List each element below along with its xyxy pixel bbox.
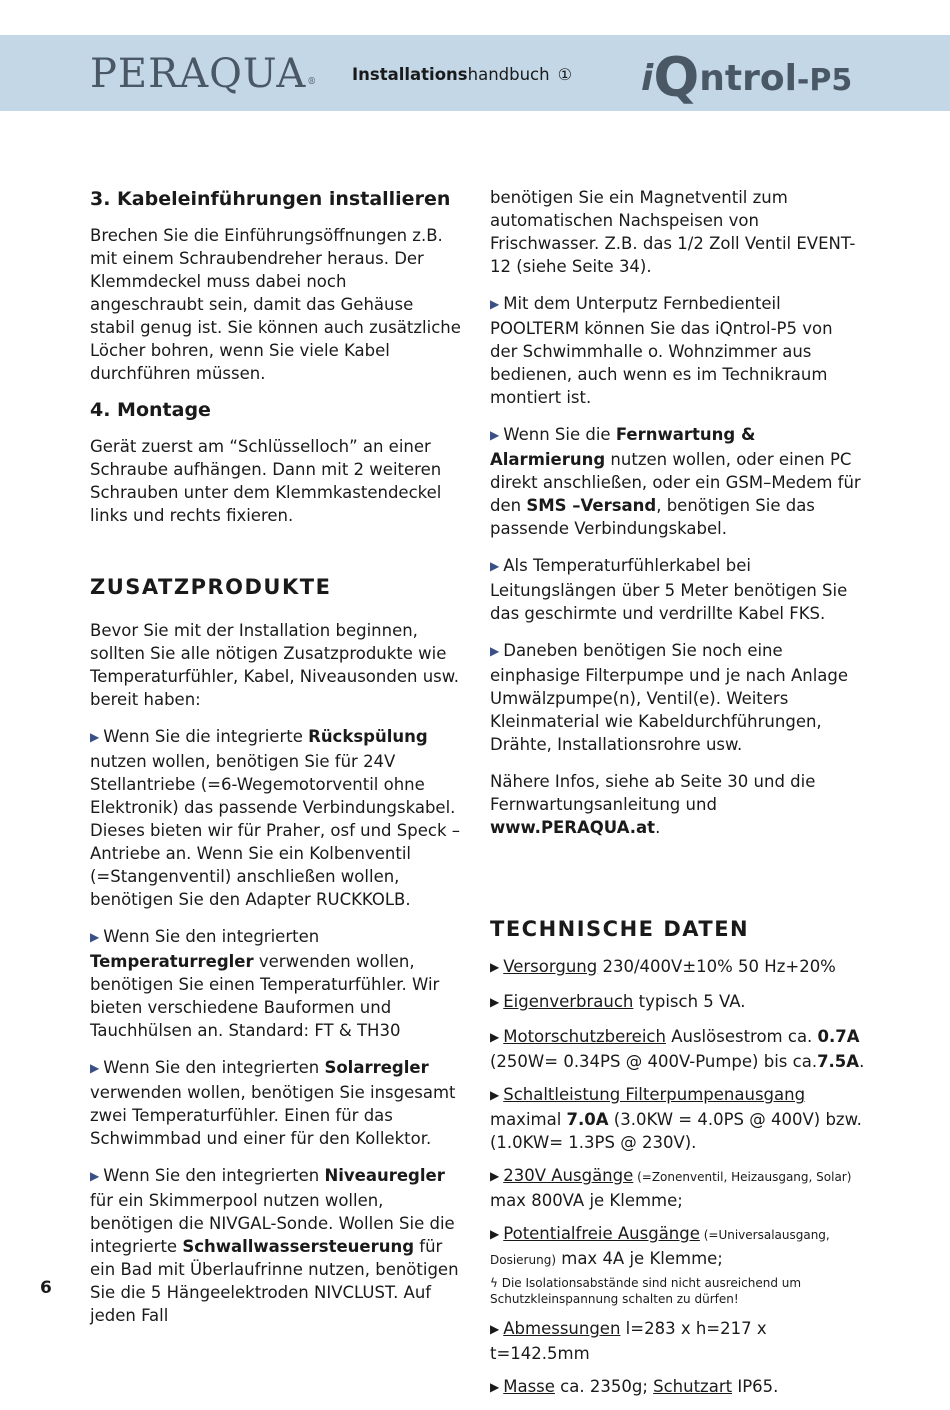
text: verwenden wollen, benötigen Sie einen Temperaturfühler. Wir bieten verschiedene Bauformen und Tauchhülsen an. Standard: FT & TH30 bbox=[90, 952, 440, 1040]
section-4-text: Gerät zuerst am “Schlüsselloch” an einer Schraube aufhängen. Dann mit 2 weiteren Schrauben unter dem Klemmkastendeckel links und rechts fixieren. bbox=[90, 437, 442, 525]
product-i: i bbox=[641, 58, 654, 99]
handbook-number: ① bbox=[557, 65, 572, 84]
bullet-arrow-icon: ▶ bbox=[490, 1227, 500, 1241]
bullet-poolterm bbox=[490, 292, 865, 409]
page-header bbox=[0, 35, 950, 111]
right-column bbox=[490, 186, 865, 1410]
bullet-rueckspuelung bbox=[90, 725, 462, 911]
bullet-arrow-icon: ▶ bbox=[490, 644, 500, 658]
technische-daten-title: TECHNISCHE DATEN bbox=[490, 917, 750, 941]
product-logo bbox=[641, 46, 853, 109]
bullet-arrow-icon: ▶ bbox=[490, 960, 500, 974]
product-suffix: -P5 bbox=[796, 63, 853, 98]
spec-value-bold: 7.0A bbox=[566, 1110, 609, 1129]
bullet-arrow-icon: ▶ bbox=[490, 559, 500, 573]
spec-value: Auslösestrom ca. bbox=[665, 1027, 818, 1046]
spec-note: (=Zonenventil, Heizausgang, Solar) bbox=[633, 1170, 852, 1184]
bullet-temperaturregler bbox=[90, 925, 462, 1042]
left-column bbox=[90, 186, 462, 1339]
bullet-arrow-icon: ▶ bbox=[490, 428, 500, 442]
bold-term: Fernwartung & Alarmierung bbox=[490, 425, 756, 469]
bullet-arrow-icon: ▶ bbox=[490, 1030, 500, 1044]
text: für ein Skimmerpool nutzen wollen, benötigen die NIVGAL-Sonde. Wollen Sie die integrierte bbox=[90, 1191, 455, 1256]
spec-value-bold: 0.7A bbox=[817, 1027, 860, 1046]
spec-masse bbox=[490, 1375, 865, 1400]
text: verwenden wollen, benötigen Sie insgesamt zwei Temperaturfühler. Einen für das Schwimmbad und einer für den Kollektor. bbox=[90, 1083, 456, 1148]
text: Daneben benötigen Sie noch eine einphasige Filterpumpe und je nach Anlage Umwälzpumpe(n), Ventil(e). Weiters Kleinmaterial wie Kabeldurchführungen, Drähte, Installationsrohre usw. bbox=[490, 641, 849, 754]
text: nutzen wollen, benötigen Sie für 24V Stellantriebe (=6-Wegemotorventil ohne Elektronik) das passende Verbindungskabel. Dieses bieten wir für Praher, osf und Speck – Antriebe an. Wenn Sie ein Kolbenventil (=Stangenventil) anschließen wollen, benötigen Sie den Adapter RUCKKOLB. bbox=[90, 752, 461, 909]
spec-value: . bbox=[859, 1052, 865, 1071]
text: nutzen wollen, oder einen PC direkt anschließen, oder ein GSM–Medem für den bbox=[490, 450, 861, 515]
section-4-title: 4. Montage bbox=[90, 399, 211, 421]
bullet-arrow-icon: ▶ bbox=[490, 297, 500, 311]
text: Als Temperaturfühlerkabel bei Leitungslängen über 5 Meter benötigen Sie das geschirmte und verdrillte Kabel FKS. bbox=[490, 556, 848, 623]
spec-value-bold: 7.5A bbox=[817, 1052, 860, 1071]
bold-term: Niveauregler bbox=[324, 1166, 445, 1185]
text: Nähere Infos, siehe ab Seite 30 und die Fernwartungsanleitung und bbox=[490, 772, 816, 814]
spec-note: (=Universalausgang, Dosierung) bbox=[490, 1228, 830, 1267]
spec-value: (3.0KW = 4.0PS @ 400V) bzw. (1.0KW= 1.3PS @ 230V). bbox=[490, 1110, 862, 1152]
spec-schaltleistung bbox=[490, 1083, 865, 1154]
spec-value: ca. 2350g; bbox=[554, 1377, 654, 1396]
section-3-title: 3. Kabeleinführungen installieren bbox=[90, 188, 451, 210]
spec-label: 230V Ausgänge bbox=[503, 1166, 634, 1185]
spec-versorgung bbox=[490, 955, 865, 980]
handbook-title bbox=[352, 65, 572, 84]
spec-value: l=283 x h=217 x t=142.5mm bbox=[490, 1319, 767, 1363]
text: für ein Bad mit Überlaufrinne nutzen, benötigen Sie die 5 Hängeelektroden NIVCLUST. Auf jeden Fall bbox=[90, 1237, 459, 1325]
bullet-arrow-icon: ▶ bbox=[90, 1169, 100, 1183]
spec-label: Abmessungen bbox=[503, 1319, 621, 1338]
text: Wenn Sie den integrierten bbox=[103, 1058, 325, 1077]
page-number: 6 bbox=[40, 1278, 52, 1298]
spec-label: Versorgung bbox=[503, 957, 598, 976]
spec-label: Schutzart bbox=[653, 1377, 733, 1396]
spec-motorschutz bbox=[490, 1025, 865, 1073]
text: Wenn Sie den integrierten bbox=[103, 927, 320, 946]
bullet-arrow-icon: ▶ bbox=[490, 1322, 500, 1336]
spec-value: typisch 5 VA. bbox=[633, 992, 746, 1011]
text: . bbox=[655, 818, 661, 837]
bold-term: Rückspülung bbox=[308, 727, 428, 746]
text: Wenn Sie die integrierte bbox=[103, 727, 309, 746]
product-q: Q bbox=[653, 46, 700, 109]
spec-eigenverbrauch bbox=[490, 990, 865, 1015]
spec-value: 230/400V±10% 50 Hz+20% bbox=[597, 957, 836, 976]
isolation-warning: ϟ Die Isolationsabstände sind nicht ausreichend um Schutzkleinspannung schalten zu dürfen! bbox=[490, 1276, 802, 1306]
bold-term: Solarregler bbox=[324, 1058, 429, 1077]
text: Wenn Sie den integrierten bbox=[103, 1166, 325, 1185]
bold-term: SMS –Versand bbox=[526, 496, 657, 515]
bullet-filterpumpe bbox=[490, 639, 865, 756]
zusatzprodukte-intro: Bevor Sie mit der Installation beginnen, sollten Sie alle nötigen Zusatzprodukte wie Temperaturfühler, Kabel, Niveausonden usw. bereit haben: bbox=[90, 621, 459, 709]
bullet-arrow-icon: ▶ bbox=[90, 730, 100, 744]
bullet-fks bbox=[490, 554, 865, 625]
text: Wenn Sie die bbox=[503, 425, 616, 444]
bullet-arrow-icon: ▶ bbox=[90, 1061, 100, 1075]
spec-value: max 4A je Klemme; bbox=[556, 1249, 723, 1268]
spec-label: Schaltleistung Filterpumpenausgang bbox=[503, 1085, 806, 1104]
text: Mit dem Unterputz Fernbedienteil POOLTERM können Sie das iQntrol-P5 von der Schwimmhalle o. Wohnzimmer aus bedienen, auch wenn es im Technikraum montiert ist. bbox=[490, 294, 833, 407]
handbook-title-bold: Installations bbox=[352, 65, 468, 84]
spec-230v-ausgaenge bbox=[490, 1164, 865, 1212]
spec-value: max 800VA je Klemme; bbox=[490, 1191, 683, 1210]
website-link-text: www.PERAQUA.at bbox=[490, 818, 656, 837]
bold-term: Temperaturregler bbox=[90, 952, 254, 971]
spec-potentialfreie-ausgaenge bbox=[490, 1222, 865, 1307]
spec-value: (250W= 0.34PS @ 400V-Pumpe) bis ca. bbox=[490, 1052, 818, 1071]
bullet-arrow-icon: ▶ bbox=[490, 1088, 500, 1102]
zusatzprodukte-title: ZUSATZPRODUKTE bbox=[90, 575, 332, 599]
bullet-arrow-icon: ▶ bbox=[490, 995, 500, 1009]
bullet-arrow-icon: ▶ bbox=[490, 1169, 500, 1183]
spec-label: Masse bbox=[503, 1377, 555, 1396]
continuation-text: benötigen Sie ein Magnetventil zum automatischen Nachspeisen von Frischwasser. Z.B. das 1/2 Zoll Ventil EVENT-12 (siehe Seite 34). bbox=[490, 188, 856, 276]
spec-abmessungen bbox=[490, 1317, 865, 1365]
registered-mark: ® bbox=[307, 77, 318, 87]
spec-label: Motorschutzbereich bbox=[503, 1027, 666, 1046]
bullet-fernwartung bbox=[490, 423, 865, 540]
spec-label: Potentialfreie Ausgänge bbox=[503, 1224, 700, 1243]
bullet-niveauregler bbox=[90, 1164, 462, 1327]
more-info bbox=[490, 770, 865, 839]
brand-logo bbox=[90, 51, 317, 97]
bold-term: Schwallwassersteuerung bbox=[182, 1237, 415, 1256]
spec-value: IP65. bbox=[732, 1377, 779, 1396]
bullet-solarregler bbox=[90, 1056, 462, 1150]
text: , benötigen Sie das passende Verbindungskabel. bbox=[490, 496, 815, 538]
spec-value: maximal bbox=[490, 1110, 567, 1129]
brand-name: PERAQUA bbox=[90, 51, 307, 97]
section-3-text: Brechen Sie die Einführungsöffnungen z.B. mit einem Schraubendreher heraus. Der Klemmdeckel muss dabei noch angeschraubt sein, damit das Gehäuse stabil genug ist. Sie können auch zusätzliche Löcher bohren, wenn Sie viele Kabel durchführen müssen. bbox=[90, 226, 461, 383]
spec-label: Eigenverbrauch bbox=[503, 992, 634, 1011]
product-name: ntrol bbox=[699, 58, 797, 99]
bullet-arrow-icon: ▶ bbox=[90, 930, 100, 944]
bullet-arrow-icon: ▶ bbox=[490, 1380, 500, 1394]
handbook-title-rest: handbuch bbox=[467, 65, 550, 84]
